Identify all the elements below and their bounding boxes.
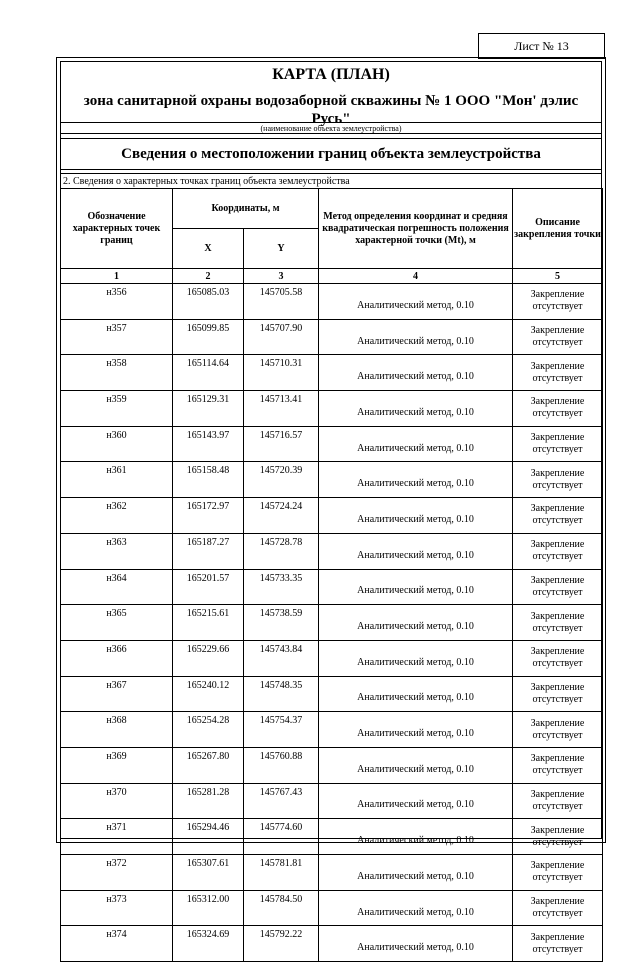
table-row — [61, 355, 603, 391]
point-name: н362 — [61, 498, 173, 534]
point-name: н371 — [61, 819, 173, 855]
description-cell: Закрепление отсутствует — [513, 498, 603, 534]
coord-x: 165129.31 — [173, 391, 244, 427]
method-cell: Аналитический метод, 0.10 — [319, 676, 513, 712]
table-row — [61, 783, 603, 819]
coord-y: 145748.35 — [244, 676, 319, 712]
method-cell: Аналитический метод, 0.10 — [319, 640, 513, 676]
coord-y: 145720.39 — [244, 462, 319, 498]
coord-y: 145754.37 — [244, 712, 319, 748]
sheet-number: Лист № 13 — [478, 33, 605, 59]
header-y: Y — [244, 229, 319, 269]
column-number: 2 — [173, 269, 244, 284]
table-row — [61, 533, 603, 569]
coord-x: 165267.80 — [173, 747, 244, 783]
coord-y: 145767.43 — [244, 783, 319, 819]
method-cell: Аналитический метод, 0.10 — [319, 498, 513, 534]
coord-x: 165240.12 — [173, 676, 244, 712]
description-cell: Закрепление отсутствует — [513, 783, 603, 819]
description-cell: Закрепление отсутствует — [513, 391, 603, 427]
description-cell: Закрепление отсутствует — [513, 533, 603, 569]
subsection-title: 2. Сведения о характерных точках границ объекта землеустройства — [60, 173, 602, 189]
method-cell: Аналитический метод, 0.10 — [319, 569, 513, 605]
object-caption: (наименование объекта землеустройства) — [60, 122, 602, 134]
coord-y: 145733.35 — [244, 569, 319, 605]
point-name: н369 — [61, 747, 173, 783]
coord-y: 145792.22 — [244, 926, 319, 962]
points-table — [60, 188, 603, 962]
method-cell: Аналитический метод, 0.10 — [319, 819, 513, 855]
coord-y: 145710.31 — [244, 355, 319, 391]
coord-x: 165201.57 — [173, 569, 244, 605]
point-name: н372 — [61, 855, 173, 891]
coord-y: 145784.50 — [244, 890, 319, 926]
column-number: 4 — [319, 269, 513, 284]
coord-y: 145707.90 — [244, 319, 319, 355]
description-cell: Закрепление отсутствует — [513, 319, 603, 355]
table-row — [61, 819, 603, 855]
description-cell: Закрепление отсутствует — [513, 284, 603, 320]
table-row — [61, 890, 603, 926]
description-cell: Закрепление отсутствует — [513, 926, 603, 962]
method-cell: Аналитический метод, 0.10 — [319, 783, 513, 819]
table-row — [61, 640, 603, 676]
description-cell: Закрепление отсутствует — [513, 462, 603, 498]
coord-x: 165307.61 — [173, 855, 244, 891]
method-cell: Аналитический метод, 0.10 — [319, 747, 513, 783]
method-cell: Аналитический метод, 0.10 — [319, 355, 513, 391]
coord-x: 165172.97 — [173, 498, 244, 534]
coord-y: 145713.41 — [244, 391, 319, 427]
method-cell: Аналитический метод, 0.10 — [319, 926, 513, 962]
table-row — [61, 391, 603, 427]
point-name: н373 — [61, 890, 173, 926]
header-designation: Обозначение характерных точек границ — [61, 189, 173, 269]
coord-x: 165099.85 — [173, 319, 244, 355]
description-cell: Закрепление отсутствует — [513, 569, 603, 605]
point-name: н363 — [61, 533, 173, 569]
table-row — [61, 926, 603, 962]
column-number: 5 — [513, 269, 603, 284]
table-row — [61, 855, 603, 891]
coord-y: 145760.88 — [244, 747, 319, 783]
table-row — [61, 605, 603, 641]
description-cell: Закрепление отсутствует — [513, 676, 603, 712]
table-row — [61, 498, 603, 534]
method-cell: Аналитический метод, 0.10 — [319, 284, 513, 320]
point-name: н370 — [61, 783, 173, 819]
method-cell: Аналитический метод, 0.10 — [319, 426, 513, 462]
point-name: н356 — [61, 284, 173, 320]
coord-y: 145774.60 — [244, 819, 319, 855]
section-title: Сведения о местоположении границ объекта землеустройства — [60, 138, 602, 170]
coord-x: 165254.28 — [173, 712, 244, 748]
document-title: КАРТА (ПЛАН) — [272, 66, 390, 83]
table-row — [61, 284, 603, 320]
point-name: н367 — [61, 676, 173, 712]
header-coordinates: Координаты, м — [173, 189, 319, 229]
method-cell: Аналитический метод, 0.10 — [319, 855, 513, 891]
coord-x: 165229.66 — [173, 640, 244, 676]
coord-x: 165158.48 — [173, 462, 244, 498]
description-cell: Закрепление отсутствует — [513, 640, 603, 676]
point-name: н359 — [61, 391, 173, 427]
method-cell: Аналитический метод, 0.10 — [319, 712, 513, 748]
coord-x: 165187.27 — [173, 533, 244, 569]
header-method: Метод определения координат и средняя квадратическая погрешность положения характерной точки (Mt), м — [319, 189, 513, 269]
column-number: 1 — [61, 269, 173, 284]
description-cell: Закрепление отсутствует — [513, 712, 603, 748]
description-cell: Закрепление отсутствует — [513, 747, 603, 783]
table-row — [61, 426, 603, 462]
point-name: н365 — [61, 605, 173, 641]
coord-x: 165143.97 — [173, 426, 244, 462]
method-cell: Аналитический метод, 0.10 — [319, 319, 513, 355]
coord-y: 145781.81 — [244, 855, 319, 891]
table-row — [61, 712, 603, 748]
coord-x: 165281.28 — [173, 783, 244, 819]
description-cell: Закрепление отсутствует — [513, 855, 603, 891]
method-cell: Аналитический метод, 0.10 — [319, 533, 513, 569]
method-cell: Аналитический метод, 0.10 — [319, 391, 513, 427]
point-name: н366 — [61, 640, 173, 676]
table-row — [61, 319, 603, 355]
coord-x: 165312.00 — [173, 890, 244, 926]
coord-y: 145728.78 — [244, 533, 319, 569]
method-cell: Аналитический метод, 0.10 — [319, 462, 513, 498]
column-numbers-row — [61, 269, 603, 284]
method-cell: Аналитический метод, 0.10 — [319, 890, 513, 926]
coord-x: 165294.46 — [173, 819, 244, 855]
point-name: н357 — [61, 319, 173, 355]
method-cell: Аналитический метод, 0.10 — [319, 605, 513, 641]
coord-x: 165215.61 — [173, 605, 244, 641]
coord-y: 145716.57 — [244, 426, 319, 462]
header-x: X — [173, 229, 244, 269]
point-name: н360 — [61, 426, 173, 462]
point-name: н358 — [61, 355, 173, 391]
coord-y: 145724.24 — [244, 498, 319, 534]
table-row — [61, 462, 603, 498]
point-name: н364 — [61, 569, 173, 605]
description-cell: Закрепление отсутствует — [513, 426, 603, 462]
description-cell: Закрепление отсутствует — [513, 819, 603, 855]
coord-y: 145738.59 — [244, 605, 319, 641]
point-name: н374 — [61, 926, 173, 962]
coord-y: 145705.58 — [244, 284, 319, 320]
coord-x: 165324.69 — [173, 926, 244, 962]
column-number: 3 — [244, 269, 319, 284]
coord-x: 165085.03 — [173, 284, 244, 320]
point-name: н368 — [61, 712, 173, 748]
description-cell: Закрепление отсутствует — [513, 890, 603, 926]
coord-x: 165114.64 — [173, 355, 244, 391]
description-cell: Закрепление отсутствует — [513, 355, 603, 391]
table-row — [61, 569, 603, 605]
description-cell: Закрепление отсутствует — [513, 605, 603, 641]
table-row — [61, 676, 603, 712]
table-row — [61, 747, 603, 783]
header-description: Описание закрепления точки — [513, 189, 603, 269]
point-name: н361 — [61, 462, 173, 498]
coord-y: 145743.84 — [244, 640, 319, 676]
document-subtitle: зона санитарной охраны водозаборной скважины № 1 ООО "Мон' дэлис Русь" — [83, 93, 579, 127]
